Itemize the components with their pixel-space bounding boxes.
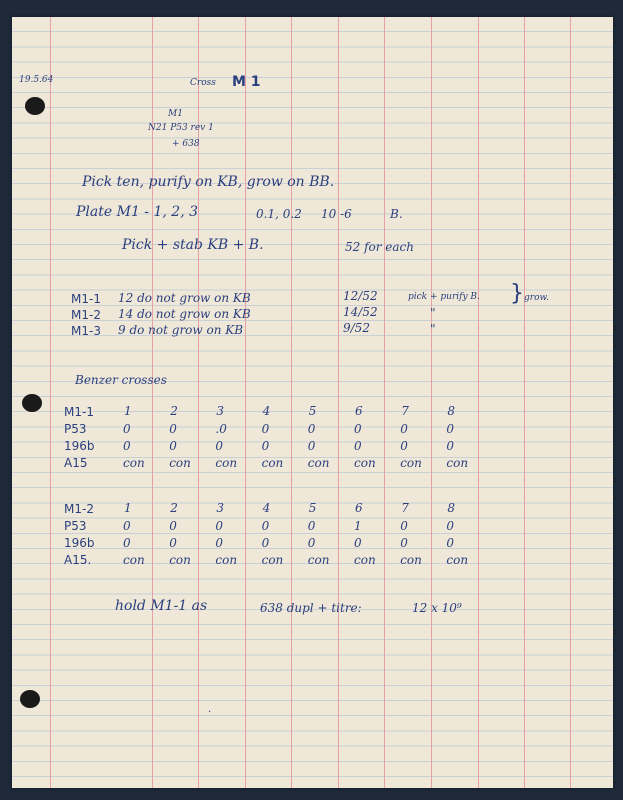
cross-result: 0 xyxy=(446,519,455,533)
cross-result: con xyxy=(354,553,376,567)
cross-result: con xyxy=(307,553,330,567)
cross-result: con xyxy=(307,456,330,470)
cross-result: 0 xyxy=(169,536,177,550)
cross-result: con xyxy=(123,553,145,567)
column-line xyxy=(338,17,339,788)
strain-line-2: N21 P53 rev 1 xyxy=(148,123,214,133)
cross-result: 0 xyxy=(261,519,270,533)
cross-result: 0 xyxy=(307,422,316,436)
cross-result: 0 xyxy=(261,422,270,436)
title-prefix: Cross xyxy=(190,78,216,88)
column-line xyxy=(245,17,246,788)
binder-hole xyxy=(25,97,45,115)
cross-result: 0 xyxy=(215,439,224,453)
cross-result: 0 xyxy=(169,519,177,533)
benzer-heading: Benzer crosses xyxy=(75,373,167,387)
growth-row-id: M1-2 xyxy=(71,308,101,322)
column-line xyxy=(384,17,385,788)
cross-result: 1 xyxy=(354,519,362,533)
column-number: 5 xyxy=(308,501,317,515)
column-line xyxy=(524,17,525,788)
notebook-page xyxy=(12,17,613,788)
cross-result: 0 xyxy=(446,536,455,550)
row-label: 196b xyxy=(64,439,95,453)
cross-result: 0 xyxy=(307,439,316,453)
entry-date: 19.5.64 xyxy=(19,75,54,85)
cross-result: 0 xyxy=(354,439,362,453)
cross-result: 0 xyxy=(446,439,455,453)
cross-result: 0 xyxy=(307,536,316,550)
cross-result: 0 xyxy=(215,519,224,533)
side-result: grow. xyxy=(524,293,549,303)
plate-medium: B. xyxy=(390,207,403,221)
cross-result: con xyxy=(215,456,238,470)
cross-result: 0 xyxy=(400,422,408,436)
plate-concentrations: 0.1, 0.2 xyxy=(256,207,302,221)
row-label: A15 xyxy=(64,456,88,470)
growth-row-text: 14 do not grow on KB xyxy=(118,307,251,321)
growth-row-id: M1-3 xyxy=(71,324,101,338)
column-number: 6 xyxy=(355,404,363,418)
plate-label: Plate M1 - 1, 2, 3 xyxy=(76,204,199,220)
stab-note: Pick + stab KB + B. xyxy=(122,237,264,253)
cross-result: 0 xyxy=(261,536,270,550)
cross-result: con xyxy=(123,456,145,470)
brace-mark: } xyxy=(510,281,524,306)
cross-result: 0 xyxy=(123,519,131,533)
row-label: 196b xyxy=(64,536,95,550)
cross-result: 0 xyxy=(169,422,177,436)
plate-exponent: 10 -6 xyxy=(321,207,352,221)
cross-result: 0 xyxy=(354,422,362,436)
cross-result: 0 xyxy=(123,536,131,550)
titre-value: 12 x 10⁹ xyxy=(412,601,462,615)
column-line xyxy=(570,17,571,788)
growth-row-id: M1-1 xyxy=(71,292,101,306)
column-number: 1 xyxy=(124,501,132,515)
cross-result: con xyxy=(169,553,191,567)
cross-id: M1-2 xyxy=(64,502,94,516)
column-line xyxy=(291,17,292,788)
column-number: 2 xyxy=(170,501,178,515)
cross-result: 0 xyxy=(354,536,362,550)
cross-result: 0 xyxy=(446,422,455,436)
cross-result: 0 xyxy=(400,519,408,533)
binder-hole xyxy=(22,394,42,412)
column-number: 7 xyxy=(401,501,409,515)
growth-row-ratio: 9/52 xyxy=(343,321,370,335)
row-label: P53 xyxy=(64,519,87,533)
row-label: A15. xyxy=(64,553,92,567)
cross-result: con xyxy=(446,553,469,567)
ditto-mark: " xyxy=(430,306,436,320)
column-number: 2 xyxy=(170,404,178,418)
cross-result: 0 xyxy=(400,536,408,550)
cross-result: con xyxy=(261,456,284,470)
row-label: P53 xyxy=(64,422,87,436)
strain-line-1: M1 xyxy=(168,109,183,119)
cross-result: 0 xyxy=(261,439,270,453)
side-note: pick + purify B. xyxy=(408,292,480,302)
cross-result: 0 xyxy=(307,519,316,533)
cross-result: con xyxy=(169,456,191,470)
growth-row-ratio: 14/52 xyxy=(343,305,378,319)
cross-result: con xyxy=(400,553,422,567)
growth-row-text: 9 do not grow on KB xyxy=(118,323,244,337)
stray-mark: · xyxy=(208,707,212,718)
cross-result: con xyxy=(354,456,376,470)
column-number: 3 xyxy=(216,501,225,515)
column-number: 3 xyxy=(216,404,225,418)
hold-note: hold M1-1 as xyxy=(115,598,208,614)
column-number: 8 xyxy=(447,501,456,515)
cross-result: 0 xyxy=(169,439,177,453)
stab-count: 52 for each xyxy=(345,240,415,254)
pick-note: Pick ten, purify on KB, grow on BB. xyxy=(82,174,335,190)
column-number: 6 xyxy=(355,501,363,515)
column-number: 1 xyxy=(124,404,132,418)
column-line xyxy=(478,17,479,788)
column-number: 4 xyxy=(262,501,271,515)
strain-line-3: + 638 xyxy=(172,139,200,149)
cross-result: .0 xyxy=(215,422,227,436)
cross-result: 0 xyxy=(400,439,408,453)
cross-result: 0 xyxy=(215,536,224,550)
page-title: M 1 xyxy=(232,74,261,90)
cross-result: con xyxy=(446,456,469,470)
column-number: 8 xyxy=(447,404,456,418)
cross-result: con xyxy=(215,553,238,567)
cross-result: con xyxy=(261,553,284,567)
growth-row-ratio: 12/52 xyxy=(343,289,378,303)
margin-line xyxy=(50,17,51,788)
growth-row-text: 12 do not grow on KB xyxy=(118,291,251,305)
cross-result: con xyxy=(400,456,422,470)
binder-hole xyxy=(20,690,40,708)
column-line xyxy=(431,17,432,788)
column-number: 5 xyxy=(308,404,317,418)
cross-result: 0 xyxy=(123,422,131,436)
cross-result: 0 xyxy=(123,439,131,453)
hold-detail: 638 dupl + titre: xyxy=(260,601,362,615)
column-number: 4 xyxy=(262,404,271,418)
ditto-mark: " xyxy=(430,322,436,336)
cross-id: M1-1 xyxy=(64,405,94,419)
column-number: 7 xyxy=(401,404,409,418)
